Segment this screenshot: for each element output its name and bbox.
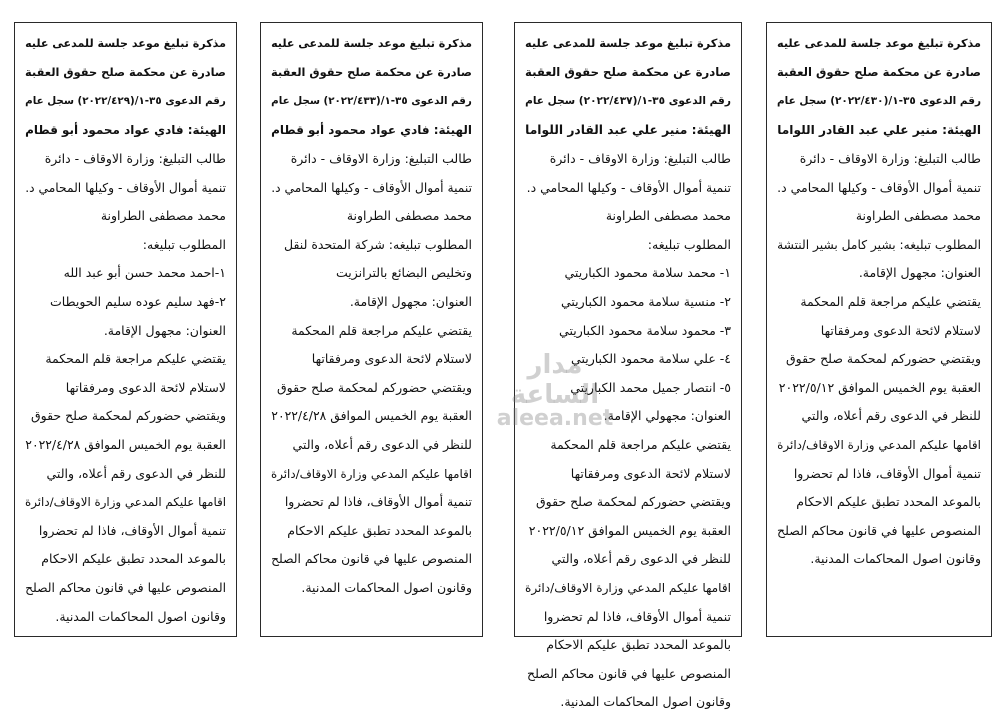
notice-line: العقبة يوم الخميس الموافق ٢٠٢٢/٥/١٢ [528,522,731,538]
notice-line: بالموعد المحدد تطبق عليكم الاحكام [546,637,731,653]
notice-line: ويقتضي حضوركم لمحكمة صلح حقوق [30,408,226,424]
notice-line: وتخليص البضائع بالترانزيت [336,265,472,281]
notice-line: العنوان: مجهول الإقامة. [858,265,981,281]
notice-line: ٥- انتصار جميل محمد الكباريتي [570,379,731,395]
notice-line: وقانون اصول المحاكمات المدنية. [560,694,731,710]
notice-line: لاستلام لائحة الدعوى ومرفقاتها [311,351,472,367]
panel-judge: الهيئة: منير علي عبد القادر اللواما [777,123,981,137]
case-number: رقم الدعوى ٣٥-١/(٢٠٢٢/٤٣٠) سجل عام [777,95,981,107]
notice-line: يقتضي عليكم مراجعة قلم المحكمة [550,436,731,452]
notice-line: اقامها عليكم المدعي وزارة الاوقاف/دائرة [25,495,226,510]
notice-line: ٢- منسية سلامة محمود الكباريتي [560,293,731,309]
notice-line: يقتضي عليكم مراجعة قلم المحكمة [291,322,472,338]
notice-line: المنصوص عليها في قانون محاكم الصلح [271,552,472,567]
notice-line: العقبة يوم الخميس الموافق ٢٠٢٢/٤/٢٨ [271,408,472,424]
notice-line: محمد مصطفى الطراونة [346,208,472,224]
notice-line: اقامها عليكم المدعي وزارة الاوقاف/دائرة [525,580,731,595]
watermark-latin: aleea.net [496,406,614,431]
notice-line: لاستلام لائحة الدعوى ومرفقاتها [65,379,226,395]
notice-line: وقانون اصول المحاكمات المدنية. [810,551,981,567]
court-name: صادرة عن محكمة صلح حقوق العقبة [271,65,472,79]
watermark-arabic: مدار الساعة [510,350,600,410]
notice-line: لاستلام لائحة الدعوى ومرفقاتها [570,465,731,481]
notice-437 [514,22,742,710]
notice-430 [766,22,992,637]
notice-line: المطلوب تبليغه: [647,236,731,252]
notice-line: تنمية أموال الأوقاف - وكيلها المحامي د. [777,179,981,195]
court-name: صادرة عن محكمة صلح حقوق العقبة [25,65,226,79]
notice-line: اقامها عليكم المدعي وزارة الاوقاف/دائرة [777,437,981,452]
notice-line: محمد مصطفى الطراونة [855,208,981,224]
notice-429 [14,22,237,637]
notice-line: المنصوص عليها في قانون محاكم الصلح [25,580,226,595]
notice-line: المطلوب تبليغه: بشير كامل بشير النتشة [777,237,981,252]
notice-line: المطلوب تبليغه: شركة المتحدة لنقل [284,236,472,252]
notice-line: تنمية أموال الأوقاف، فاذا لم تحضروا [38,522,226,538]
notice-433 [260,22,483,637]
notice-line: ١- محمد سلامة محمود الكباريتي [564,265,731,281]
panel-judge: الهيئة: فادي عواد محمود أبو قطام [25,123,226,137]
notice-line: تنمية أموال الأوقاف - وكيلها المحامي د. [526,179,731,195]
notice-line: محمد مصطفى الطراونة [605,208,731,224]
notice-line: اقامها عليكم المدعي وزارة الاوقاف/دائرة [271,466,472,481]
notice-line: محمد مصطفى الطراونة [100,208,226,224]
notice-line: للنظر في الدعوى رقم أعلاه، والتي [801,408,981,424]
notice-line: بالموعد المحدد تطبق عليكم الاحكام [287,522,472,538]
notice-line: ٣- محمود سلامة محمود الكباريتي [559,322,731,338]
notice-body [271,145,472,603]
notice-line: طالب التبليغ: وزارة الاوقاف - دائرة [549,151,731,166]
notice-line: وقانون اصول المحاكمات المدنية. [301,579,472,595]
notice-line: يقتضي عليكم مراجعة قلم المحكمة [800,293,981,309]
notice-line: للنظر في الدعوى رقم أعلاه، والتي [292,436,472,452]
notice-line: ٤- علي سلامة محمود الكباريتي [571,351,731,367]
notice-line: طالب التبليغ: وزارة الاوقاف - دائرة [799,151,981,166]
notice-line: تنمية أموال الأوقاف - وكيلها المحامي د. [271,180,472,195]
notice-body [25,145,226,631]
panel-judge: الهيئة: منير علي عبد القادر اللواما [525,123,731,137]
notice-body [777,145,981,574]
notice-title: مذكرة تبليغ موعد جلسة للمدعى عليه [525,36,731,50]
case-number: رقم الدعوى ٣٥-١/(٢٠٢٢/٤٣٧) سجل عام [525,95,731,107]
notice-line: المنصوص عليها في قانون محاكم الصلح [527,665,731,681]
notice-line: ويقتضي حضوركم لمحكمة صلح حقوق [276,379,472,395]
notice-line: ويقتضي حضوركم لمحكمة صلح حقوق [535,494,731,510]
notice-line: ويقتضي حضوركم لمحكمة صلح حقوق [785,351,981,367]
notice-line: العنوان: مجهول الإقامة. [349,293,472,309]
notice-line: ٢-فهد سليم عوده سليم الحويطات [50,293,226,309]
notice-body [525,145,731,717]
notice-line: يقتضي عليكم مراجعة قلم المحكمة [45,351,226,367]
court-name: صادرة عن محكمة صلح حقوق العقبة [777,65,981,79]
notice-line: العنوان: مجهول الإقامة. [103,322,226,338]
notice-line: العقبة يوم الخميس الموافق ٢٠٢٢/٤/٢٨ [25,436,226,452]
notice-line: تنمية أموال الأوقاف، فاذا لم تحضروا [284,494,472,510]
case-number: رقم الدعوى ٣٥-١/(٢٠٢٢/٤٢٩) سجل عام [25,95,226,107]
notice-title: مذكرة تبليغ موعد جلسة للمدعى عليه [777,37,981,50]
notice-line: وقانون اصول المحاكمات المدنية. [55,608,226,624]
notice-line: ١-احمد محمد حسن أبو عبد الله [63,265,226,281]
notice-title: مذكرة تبليغ موعد جلسة للمدعى عليه [25,37,226,50]
notice-line: للنظر في الدعوى رقم أعلاه، والتي [551,551,731,567]
notice-line: لاستلام لائحة الدعوى ومرفقاتها [820,322,981,338]
case-number: رقم الدعوى ٣٥-١/(٢٠٢٢/٤٣٣) سجل عام [271,95,472,107]
notice-line: طالب التبليغ: وزارة الاوقاف - دائرة [44,151,226,166]
notice-line: تنمية أموال الأوقاف - وكيلها المحامي د. [25,180,226,195]
notice-line: طالب التبليغ: وزارة الاوقاف - دائرة [290,151,472,166]
notice-line: بالموعد المحدد تطبق عليكم الاحكام [796,494,981,510]
court-name: صادرة عن محكمة صلح حقوق العقبة [525,65,731,79]
notice-line: العنوان: مجهولي الإقامة. [603,408,731,424]
notice-title: مذكرة تبليغ موعد جلسة للمدعى عليه [271,37,472,50]
notice-line: للنظر في الدعوى رقم أعلاه، والتي [46,465,226,481]
notice-line: تنمية أموال الأوقاف، فاذا لم تحضروا [793,465,981,481]
notice-line: بالموعد المحدد تطبق عليكم الاحكام [41,551,226,567]
notice-line: المطلوب تبليغه: [142,236,226,252]
notice-line: العقبة يوم الخميس الموافق ٢٠٢٢/٥/١٢ [778,379,981,395]
panel-judge: الهيئة: فادي عواد محمود أبو قطام [271,123,472,137]
notice-line: تنمية أموال الأوقاف، فاذا لم تحضروا [543,608,731,624]
notice-line: المنصوص عليها في قانون محاكم الصلح [777,522,981,538]
